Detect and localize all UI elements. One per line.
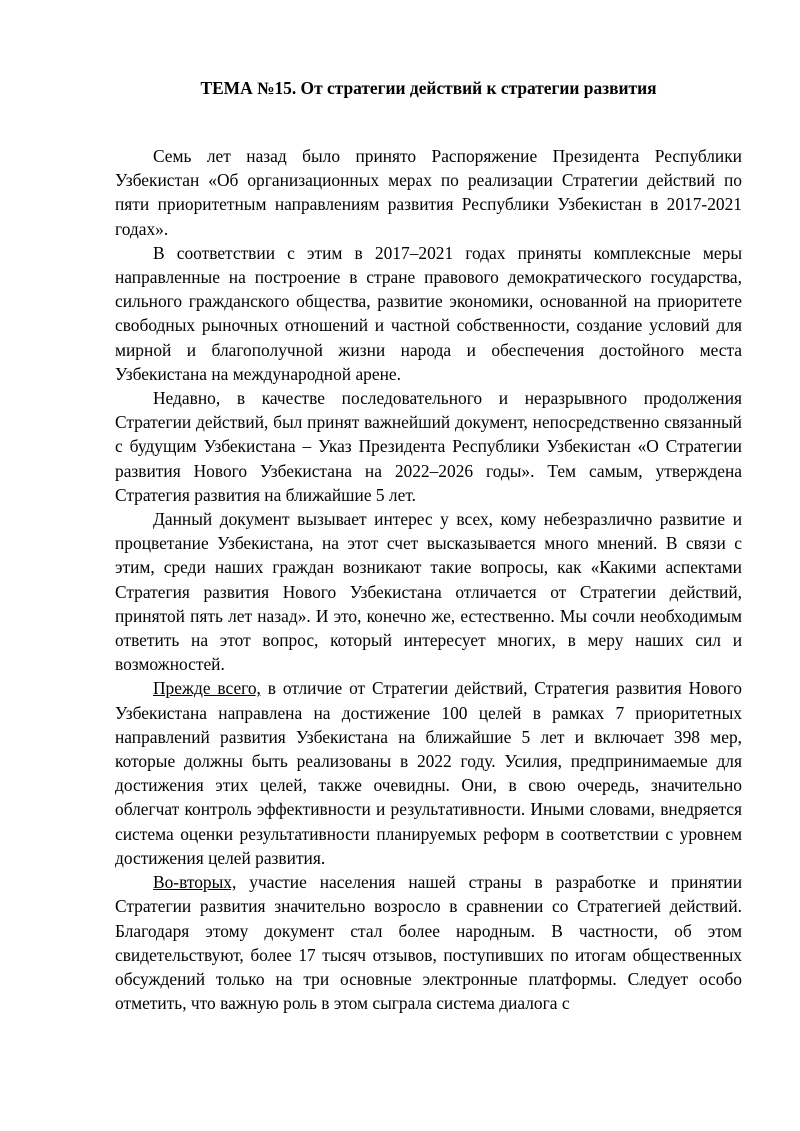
paragraph-1: Семь лет назад было принято Распоряжение Президента Республики Узбекистан «Об организационных мерах по реализации Стратегии действий по пяти приоритетным направлениям развития Республики Узбекистан в 2017-2021 годах». bbox=[115, 146, 742, 239]
paragraph-2: В соответствии с этим в 2017–2021 годах приняты комплексные меры направленные на построение в стране правового демократического государства, сильного гражданского общества, развитие экономики, основанной на приоритете свободных рыночных отношений и частной собственности, создание условий для мирной и благополучной жизни народа и обеспечения достойного места Узбекистана на международной арене. bbox=[115, 242, 742, 384]
page-title: ТЕМА №15. От стратегии действий к стратегии развития bbox=[200, 78, 657, 98]
paragraph-5-lead: Прежде всего, bbox=[153, 678, 261, 699]
paragraph-6-lead: Во-вторых, bbox=[153, 872, 237, 893]
paragraph-5-text: в отличие от Стратегии действий, Стратегия развития Нового Узбекистана направлена на достижение 100 целей в рамках 7 приоритетных направлений развития Узбекистана на ближайшие 5 лет и включает 398 мер, которые должны быть реализованы в 2022 году. Усилия, предпринимаемые для достижения этих целей, также очевидны. Они, в свою очередь, значительно облегчат контроль эффективности и результативности. Иными словами, внедряется система оценки результативности планируемых реформ в соответствии с уровнем достижения целей развития. bbox=[115, 678, 743, 868]
paragraph-6 bbox=[115, 870, 742, 1015]
paragraph-4: Данный документ вызывает интерес у всех, кому небезразлично развитие и процветание Узбекистана, на этот счет высказывается много мнений. В связи с этим, среди наших граждан возникают такие вопросы, как «Какими аспектами Стратегия развития Нового Узбекистана отличается от Стратегии действий, принятой пять лет назад». И это, конечно же, естественно. Мы сочли необходимым ответить на этот вопрос, который интересует многих, в меру наших сил и возможностей. bbox=[115, 509, 742, 675]
document-body bbox=[115, 144, 742, 1015]
paragraph-5 bbox=[115, 676, 742, 870]
paragraph-3: Недавно, в качестве последовательного и неразрывного продолжения Стратегии действий, был принят важнейший документ, непосредственно связанный с будущим Узбекистана – Указ Президента Республики Узбекистан «О Стратегии развития Нового Узбекистана на 2022–2026 годы». Тем самым, утверждена Стратегия развития на ближайшие 5 лет. bbox=[115, 388, 742, 505]
paragraph-6-text: участие населения нашей страны в разработке и принятии Стратегии развития значительно возросло в сравнении со Стратегией действий. Благодаря этому документ стал более народным. В частности, об этом свидетельствуют, более 17 тысяч отзывов, поступивших по итогам общественных обсуждений только на три основные электронные платформы. Следует особо отметить, что важную роль в этом сыграла система диалога с bbox=[115, 872, 742, 1014]
